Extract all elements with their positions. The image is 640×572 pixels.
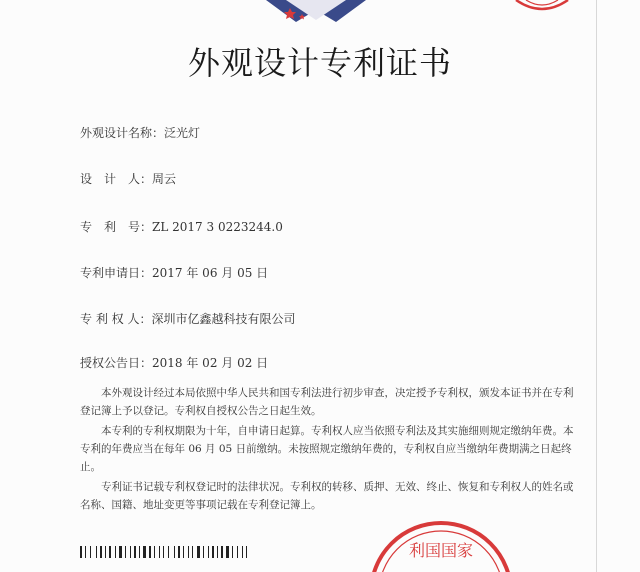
barcode-bar — [132, 546, 133, 558]
patent-number-label: 专 利 号： — [80, 220, 153, 234]
barcode-bar — [217, 546, 218, 558]
barcode-bar — [125, 546, 126, 558]
barcode-bar — [147, 546, 148, 558]
application-date-label: 专利申请日： — [80, 266, 153, 280]
barcode-bar — [87, 546, 89, 558]
designer-label: 设 计 人： — [80, 172, 153, 186]
barcode-bar — [215, 546, 216, 558]
barcode-bar — [181, 546, 182, 558]
barcode-bar — [174, 546, 175, 558]
design-name-value: 泛光灯 — [164, 126, 201, 140]
barcode-bar — [119, 546, 122, 558]
barcode-bar — [224, 546, 225, 558]
barcode-bar — [244, 546, 245, 558]
national-emblem-icon — [256, 0, 376, 28]
barcode-bar — [192, 546, 193, 558]
barcode-bar — [134, 546, 136, 558]
barcode-bar — [103, 546, 104, 558]
barcode-bar — [139, 546, 140, 558]
barcode-bar — [149, 546, 151, 558]
barcode-bar — [105, 546, 106, 558]
barcode-bar — [112, 546, 114, 558]
barcode-bar — [159, 546, 160, 558]
barcode-bar — [239, 546, 241, 558]
barcode-bar — [107, 546, 108, 558]
application-date-field — [80, 264, 268, 281]
patent-number-value: ZL 2017 3 0223244.0 — [152, 220, 283, 234]
patentee-label: 专 利 权 人： — [80, 312, 152, 326]
barcode-bar — [137, 546, 138, 558]
barcode-bar — [115, 546, 116, 558]
barcode-bar — [185, 546, 187, 558]
barcode-bar — [226, 546, 229, 558]
barcode-bar — [205, 546, 207, 558]
barcode-bar — [141, 546, 142, 558]
barcode-bar — [92, 546, 95, 558]
red-stamp-icon — [512, 0, 572, 14]
grant-date-value: 2018 年 02 月 02 日 — [152, 356, 269, 370]
patent-number-field — [80, 218, 283, 235]
patentee-value: 深圳市亿鑫越科技有限公司 — [151, 312, 296, 326]
barcode-bar — [203, 546, 204, 558]
design-name-field — [80, 124, 200, 141]
certificate-title: 外观设计专利证书 — [187, 44, 452, 82]
barcode-bar — [178, 546, 180, 558]
barcode-bar — [156, 546, 158, 558]
barcode-bar — [80, 546, 82, 558]
page-edge-line — [596, 0, 597, 572]
barcode-bar — [234, 546, 236, 558]
barcode-bar — [117, 546, 118, 558]
barcode-bar — [165, 546, 167, 558]
barcode-bar — [221, 546, 223, 558]
barcode-bar — [83, 546, 84, 558]
barcode-bar — [163, 546, 164, 558]
barcode-bar — [237, 546, 238, 558]
barcode-bar — [152, 546, 153, 558]
barcode-bar — [161, 546, 162, 558]
barcode-bar — [197, 546, 200, 558]
barcode-bar — [242, 546, 243, 558]
designer-field — [80, 170, 176, 187]
barcode-bar — [127, 546, 129, 558]
barcode-bar — [176, 546, 177, 558]
barcode-bar — [190, 546, 191, 558]
barcode-bar — [210, 546, 211, 558]
barcode-bar — [230, 546, 231, 558]
barcode-bar — [143, 546, 146, 558]
barcode-bar — [219, 546, 220, 558]
barcode-bar — [168, 546, 169, 558]
paragraph-grant-statement: 本外观设计经过本局依照中华人民共和国专利法进行初步审查，决定授予专利权，颁发本证书并在专利登记簿上予以登记。专利权自授权公告之日起生效。 — [80, 387, 574, 417]
barcode-bar — [188, 546, 189, 558]
barcode-bar — [154, 546, 155, 558]
official-seal-icon — [366, 518, 516, 572]
barcode-bar — [232, 546, 233, 558]
barcode-bar — [248, 546, 250, 558]
grant-date-field — [80, 354, 268, 371]
paragraph-term-fees: 本专利的专利权期限为十年，自申请日起算。专利权人应当依照专利法及其实施细则规定缴纳年费。本专利的年费应当在每年 06 月 05 日前缴纳。未按照规定缴纳年费的，专利权自应当缴纳年费期满之日起终止。 — [80, 425, 574, 473]
barcode-bar — [201, 546, 202, 558]
seal-text: 利国国家 — [408, 541, 474, 560]
patentee-field — [80, 310, 295, 327]
barcode-bar — [96, 546, 97, 558]
barcode-bar — [212, 546, 214, 558]
barcode-bar — [208, 546, 209, 558]
barcode — [80, 546, 266, 558]
barcode-bar — [130, 546, 131, 558]
barcode-bar — [100, 546, 102, 558]
barcode-bar — [123, 546, 124, 558]
application-date-value: 2017 年 06 月 05 日 — [152, 266, 269, 280]
barcode-bar — [98, 546, 99, 558]
design-name-label: 外观设计名称： — [80, 126, 165, 140]
barcode-bar — [194, 546, 196, 558]
barcode-bar — [246, 546, 247, 558]
barcode-bar — [170, 546, 173, 558]
barcode-bar — [90, 546, 91, 558]
barcode-bar — [85, 546, 86, 558]
grant-date-label: 授权公告日： — [80, 356, 153, 370]
paragraph-legal-status: 专利证书记载专利权登记时的法律状况。专利权的转移、质押、无效、终止、恢复和专利权人的姓名或名称、国籍、地址变更等事项记载在专利登记簿上。 — [80, 481, 574, 511]
barcode-bar — [109, 546, 111, 558]
barcode-bar — [183, 546, 184, 558]
designer-value: 周云 — [152, 172, 177, 186]
